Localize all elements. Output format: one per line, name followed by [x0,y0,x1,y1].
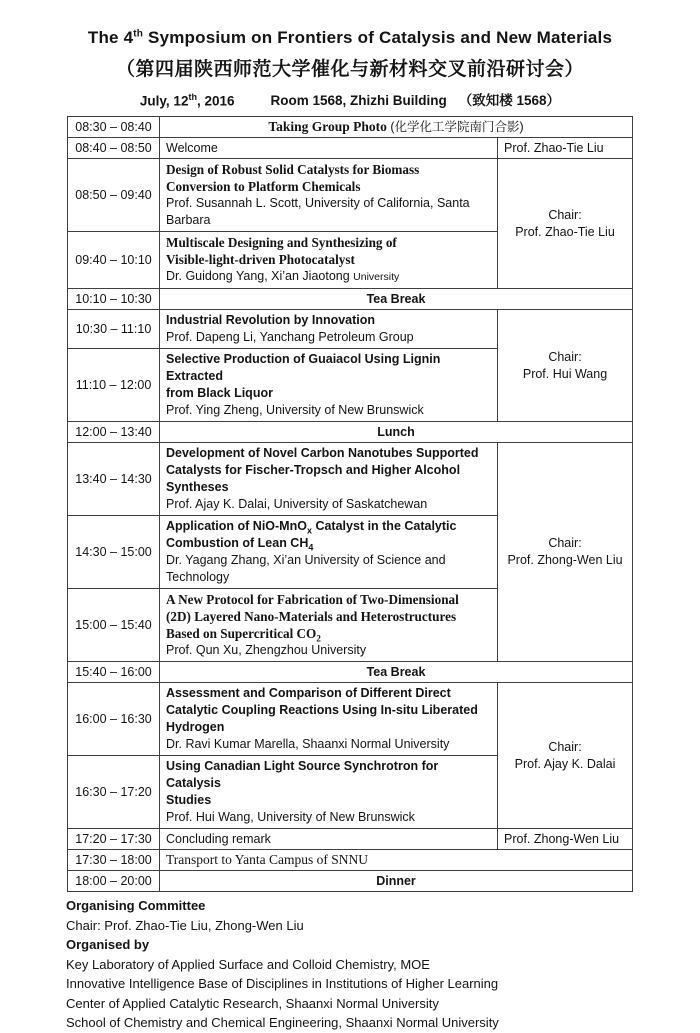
text-segment: Based on Supercritical CO [166,626,317,641]
text-segment: Combustion of Lean CH [166,536,309,550]
talk-speaker [166,642,491,659]
text-segment: Using Canadian Light Source Synchrotron for Catalysis [166,759,439,790]
talk-title [166,685,491,736]
talk-cell [160,159,498,232]
text-segment: Prof. Ajay K. Dalai, University of Saskatchewan [166,497,428,511]
talk-title [166,312,491,329]
text-segment: Prof. Qun Xu, Zhengzhou University [166,643,367,657]
time-cell: 10:10 – 10:30 [68,289,160,310]
chair-name: Prof. Ajay K. Dalai [514,756,616,771]
schedule-row [68,159,633,232]
text-segment: Catalyst in the Catalytic [311,519,457,533]
chair-cell [498,683,633,829]
chair-name: Prof. Zhong-Wen Liu [507,553,623,567]
organising-committee-heading: Organising Committee [66,898,206,913]
text-segment: Prof. Zhong-Wen Liu [504,832,620,846]
talk-cell [160,443,498,516]
talk-speaker [166,402,491,419]
talk-cell [160,349,498,422]
schedule-row [68,443,633,516]
organising-committee-block [66,896,700,1033]
talk-speaker [166,809,491,826]
text-segment: Catalytic Coupling Reactions Using In-situ Liberated [166,703,478,717]
text-segment: Concluding remark [166,832,271,846]
time-cell: 16:30 – 17:20 [68,756,160,829]
presenter-cell [498,829,633,850]
text-segment: Selective Production of Guaiacol Using Lignin Extracted [166,352,441,383]
title-text: The 4 [87,28,134,47]
text-segment: Tea Break [366,665,426,679]
text-segment: Design of Robust Solid Catalysts for Biomass [166,162,420,177]
chair-cell [498,443,633,662]
text-segment: Prof. Dapeng Li, Yanchang Petroleum Group [166,330,414,344]
text-segment: 2 [316,633,321,644]
talk-cell [160,232,498,289]
text-segment: Dr. Ravi Kumar Marella, Shaanxi Normal University [166,737,450,751]
time-cell: 18:00 – 20:00 [68,871,160,892]
date-venue-line [0,89,700,109]
talk-title [166,161,491,195]
talk-title [166,234,491,268]
session-cell [160,422,633,443]
text-segment: Conversion to Platform Chemicals [166,179,361,194]
session-cell [160,662,633,683]
page-subtitle-chinese: （第四届陕西师范大学催化与新材料交叉前沿研讨会） [115,59,584,80]
talk-cell [160,756,498,829]
chair-cell [498,310,633,422]
text-segment: Lunch [377,425,415,439]
time-cell: 13:40 – 14:30 [68,443,160,516]
date-text [140,92,235,109]
talk-speaker [166,329,491,346]
text-segment: Multiscale Designing and Synthesizing of [166,235,397,250]
text-segment: Visible-light-driven Photocatalyst [166,252,355,267]
text-segment: Application of NiO-MnO [166,519,307,533]
time-cell: 15:00 – 15:40 [68,589,160,662]
text-segment: Syntheses [166,480,229,494]
session-cell [160,289,633,310]
event-cell [160,829,498,850]
schedule-row [68,683,633,756]
text-segment: Tea Break [366,292,426,306]
session-cell [160,117,633,138]
venue-chinese: （致知楼 1568） [458,93,561,108]
page-title [0,28,700,48]
text-segment: Welcome [166,141,218,155]
text-segment: Dinner [376,874,416,888]
event-cell [160,138,498,159]
talk-title [166,351,491,402]
schedule-row [68,138,633,159]
talk-speaker [166,552,491,586]
organiser-line: Innovative Intelligence Base of Disciplines in Institutions of Higher Learning [66,976,499,991]
document-header [0,28,700,109]
chair-label: Chair: [548,349,582,364]
text-segment: Development of Novel Carbon Nanotubes Supported [166,446,479,460]
schedule-row [68,871,633,892]
time-cell: 16:00 – 16:30 [68,683,160,756]
talk-speaker [166,268,491,286]
text-segment: Prof. Zhao-Tie Liu [504,141,604,155]
time-cell: 17:30 – 18:00 [68,850,160,871]
session-cell [160,871,633,892]
text-segment: Prof. Susannah L. Scott, University of California, Santa [166,196,470,210]
text-segment: Barbara [166,213,211,227]
text-segment: (化学化工学院南门合影) [386,120,524,134]
session-cell [160,850,633,871]
schedule-row [68,422,633,443]
text-segment: A New Protocol for Fabrication of Two-Dimensional [166,592,459,607]
time-cell: 12:00 – 13:40 [68,422,160,443]
text-segment: Industrial Revolution by Innovation [166,313,376,327]
presenter-cell [498,138,633,159]
text-segment: Assessment and Comparison of Different Direct [166,686,451,700]
text-segment: x [306,525,312,536]
talk-title [166,591,491,642]
committee-chair-line: Chair: Prof. Zhao-Tie Liu, Zhong-Wen Liu [66,917,304,933]
text-segment: Catalysts for Fischer-Tropsch and Higher Alcohol [166,463,461,477]
schedule-row [68,662,633,683]
text-segment: Dr. Yagang Zhang, Xi’an University of Science and [166,553,446,567]
date-ordinal-superscript: th [188,91,197,102]
text-segment: Hydrogen [166,720,225,734]
date-pre: July, 12 [139,93,189,108]
venue-text: Room 1568, Zhizhi Building [270,93,447,108]
text-segment: (2D) Layered Nano-Materials and Heterostructures [166,609,457,624]
time-cell: 09:40 – 10:10 [68,232,160,289]
text-segment: Technology [166,570,230,584]
text-segment: Taking Group Photo [268,119,387,134]
talk-cell [160,589,498,662]
text-segment: Dr. Guidong Yang, Xi’an Jiaotong [166,269,354,283]
time-cell: 17:20 – 17:30 [68,829,160,850]
talk-title [166,758,491,809]
date-post: , 2016 [196,93,235,108]
time-cell: 15:40 – 16:00 [68,662,160,683]
organiser-line: School of Chemistry and Chemical Engineering, Shaanxi Normal University [66,1015,499,1030]
text-segment: 4 [308,542,314,553]
chair-name: Prof. Hui Wang [522,366,608,381]
chair-label: Chair: [548,207,582,222]
schedule-row [68,289,633,310]
time-cell: 08:50 – 09:40 [68,159,160,232]
schedule-table [67,116,633,892]
organised-by-heading: Organised by [66,937,150,952]
talk-title [166,518,491,552]
talk-speaker [166,195,491,229]
text-segment: Prof. Hui Wang, University of New Brunswick [166,810,415,824]
text-segment: Prof. Ying Zheng, University of New Brunswick [166,403,424,417]
talk-cell [160,310,498,349]
talk-title [166,445,491,496]
text-segment: Transport to Yanta Campus of SNNU [166,852,369,867]
chair-cell [498,159,633,289]
time-cell: 08:30 – 08:40 [68,117,160,138]
text-segment: from Black Liquor [166,386,273,400]
schedule-row [68,850,633,871]
organiser-line: Center of Applied Catalytic Research, Shaanxi Normal University [66,995,439,1011]
text-segment: Studies [166,793,212,807]
talk-cell [160,516,498,589]
schedule-row [68,829,633,850]
time-cell: 11:10 – 12:00 [68,349,160,422]
talk-cell [160,683,498,756]
schedule-table-body [68,117,633,892]
chair-label: Chair: [548,739,582,754]
chair-label: Chair: [548,536,582,550]
talk-speaker [166,736,491,753]
title-ordinal-superscript: th [133,28,144,40]
title-text-rest: Symposium on Frontiers of Catalysis and New Materials [143,28,613,47]
schedule-row [68,310,633,349]
time-cell: 08:40 – 08:50 [68,138,160,159]
time-cell: 10:30 – 11:10 [68,310,160,349]
organiser-line: Key Laboratory of Applied Surface and Colloid Chemistry, MOE [66,956,430,972]
schedule-row [68,117,633,138]
text-segment: University [353,271,400,283]
talk-speaker [166,496,491,513]
time-cell: 14:30 – 15:00 [68,516,160,589]
chair-name: Prof. Zhao-Tie Liu [515,224,615,239]
